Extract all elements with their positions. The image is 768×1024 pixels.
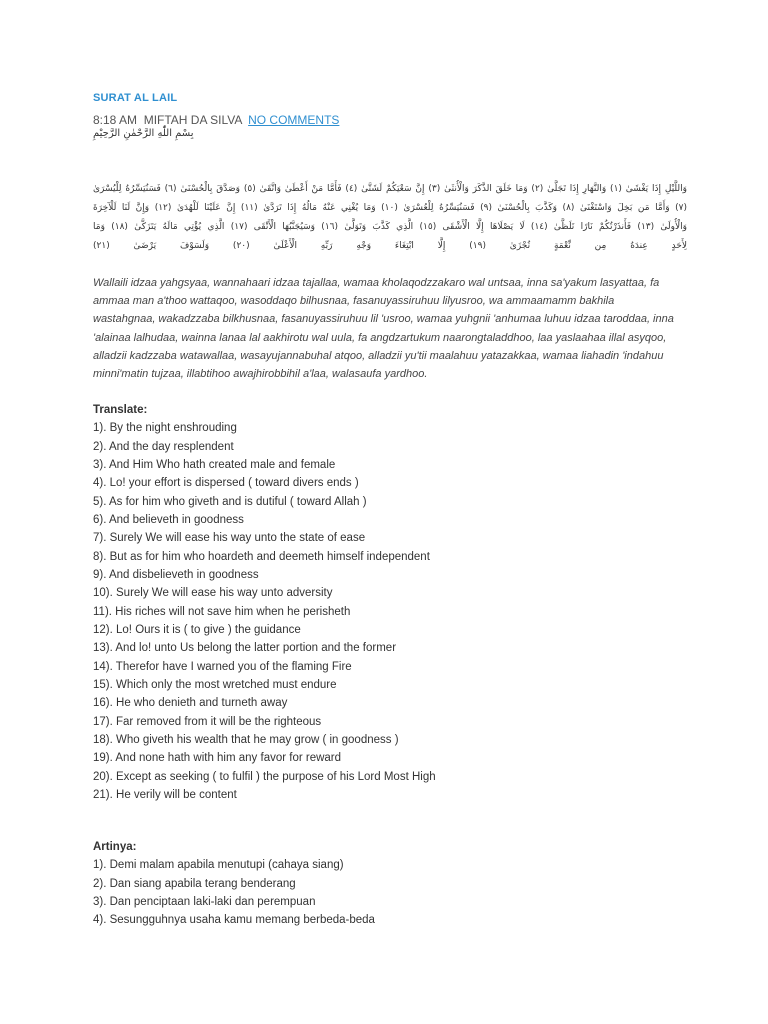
post-time: 8:18 AM <box>93 113 138 127</box>
post-author[interactable]: MIFTAH DA SILVA <box>143 113 242 127</box>
list-item: 20). Except as seeking ( to fulfil ) the purpose of his Lord Most High <box>93 770 436 783</box>
arabic-line: وَاللَّيْلِ إِذَا يَغْشَىٰ (١) وَالنَّهَارِ إِذَا تَجَلَّىٰ (٢) وَمَا خَلَقَ الذَّكَرَ وَالْأُنثَىٰ (٣) إِنَّ سَعْيَكُمْ لَشَتَّىٰ (٤) فَأَمَّا مَنْ أَعْطَىٰ وَاتَّقَىٰ (٥) وَصَدَّقَ بِالْحُسْنَىٰ (٦) فَسَنُيَسِّرُهُ لِلْيُسْرَىٰ <box>93 184 687 194</box>
post-meta <box>93 113 339 127</box>
comments-link[interactable]: NO COMMENTS <box>248 113 340 127</box>
list-item: 4). Lo! your effort is dispersed ( toward divers ends ) <box>93 477 359 490</box>
list-item: 11). His riches will not save him when he perisheth <box>93 605 351 618</box>
transliteration-paragraph: Wallaili idzaa yahgsyaa, wannahaari idzaa tajallaa, wamaa kholaqodzzakaro wal untsaa, inna sa'yakum lasyattaa, fa ammaa man a'thoo wattaqoo, wasoddaqo bilhusnaa, fasanuyassiruhuu lilyusroo, wa ammaamamm bakhila wastahgnaa, wakadzzaba bilkhusnaa, fasanuyassiruhuu lil 'usroo, wamaa yuhgnii 'anhumaa luhuu idzaa taroddaa, inna 'alainaa lalhudaa, wainna lanaa lal aakhirotu wal uula, fa angdzartukum naarongtaladdhoo, laa yaslaahaa illal asyqoo, alladzii kadzzaba watawallaa, wasayujannabuhal atqoo, alladzii yu'tii maalahuu yatazakkaa, wamaa liahadin 'indahuu minni'matin tujzaa, illabtihoo awajhirobbihil a'laa, walasaufa yardhoo. <box>93 277 674 381</box>
arabic-verses <box>93 180 687 256</box>
list-item: 12). Lo! Ours it is ( to give ) the guidance <box>93 624 301 637</box>
list-item: 13). And lo! unto Us belong the latter portion and the former <box>93 642 397 655</box>
list-item: 10). Surely We will ease his way unto adversity <box>93 587 333 600</box>
list-item: 4). Sesungguhnya usaha kamu memang berbeda-beda <box>93 914 375 927</box>
translate-heading: Translate: <box>93 404 148 416</box>
artinya-section <box>93 838 375 930</box>
list-item: 1). Demi malam apabila menutupi (cahaya siang) <box>93 859 344 872</box>
bismillah-text: بِسْمِ اللّٰهِ الرَّحْمٰنِ الرَّحِيْمِ <box>93 128 194 139</box>
post-title[interactable]: SURAT AL LAIL <box>93 92 178 104</box>
list-item: 7). Surely We will ease his way unto the state of ease <box>93 532 366 545</box>
list-item: 5). As for him who giveth and is dutiful ( toward Allah ) <box>93 495 367 508</box>
list-item: 17). Far removed from it will be the righteous <box>93 715 322 728</box>
list-item: 9). And disbelieveth in goodness <box>93 569 259 582</box>
list-item: 1). By the night enshrouding <box>93 422 237 435</box>
list-item: 18). Who giveth his wealth that he may grow ( in goodness ) <box>93 734 399 747</box>
list-item: 8). But as for him who hoardeth and deemeth himself independent <box>93 550 430 563</box>
arabic-line: لِأَحَدٍ عِندَهُ مِن نِّعْمَةٍ تُجْزَىٰ (١٩) إِلَّا ابْتِغَاءَ وَجْهِ رَبِّهِ الْأَعْلَىٰ (٢٠) وَلَسَوْفَ يَرْضَىٰ (٢١) <box>93 241 687 251</box>
list-item: 21). He verily will be content <box>93 789 237 802</box>
arabic-line: وَالْأُولَىٰ (١٣) فَأَنذَرْتُكُمْ نَارًا تَلَظَّىٰ (١٤) لَا يَصْلَاهَا إِلَّا الْأَشْقَى (١٥) الَّذِي كَذَّبَ وَتَوَلَّىٰ (١٦) وَسَيُجَنَّبُهَا الْأَتْقَى (١٧) الَّذِي يُؤْتِي مَالَهُ يَتَزَكَّىٰ (١٨) وَمَا <box>93 222 687 232</box>
list-item: 16). He who denieth and turneth away <box>93 697 288 710</box>
artinya-heading: Artinya: <box>93 841 137 853</box>
list-item: 3). Dan penciptaan laki-laki dan perempuan <box>93 895 316 908</box>
arabic-line: (٧) وَأَمَّا مَن بَخِلَ وَاسْتَغْنَىٰ (٨) وَكَذَّبَ بِالْحُسْنَىٰ (٩) فَسَنُيَسِّرُهُ لِلْعُسْرَىٰ (١٠) وَمَا يُغْنِي عَنْهُ مَالُهُ إِذَا تَرَدَّىٰ (١١) إِنَّ عَلَيْنَا لَلْهُدَىٰ (١٢) وَإِنَّ لَنَا لَلْآخِرَةَ <box>93 203 687 213</box>
list-item: 6). And believeth in goodness <box>93 514 244 527</box>
list-item: 19). And none hath with him any favor for reward <box>93 752 342 765</box>
translate-list <box>93 419 436 804</box>
list-item: 2). And the day resplendent <box>93 440 234 453</box>
artinya-list <box>93 856 375 929</box>
list-item: 14). Therefor have I warned you of the flaming Fire <box>93 660 352 673</box>
list-item: 3). And Him Who hath created male and female <box>93 458 336 471</box>
translate-section <box>93 401 436 805</box>
list-item: 2). Dan siang apabila terang benderang <box>93 877 296 890</box>
list-item: 15). Which only the most wretched must endure <box>93 679 337 692</box>
